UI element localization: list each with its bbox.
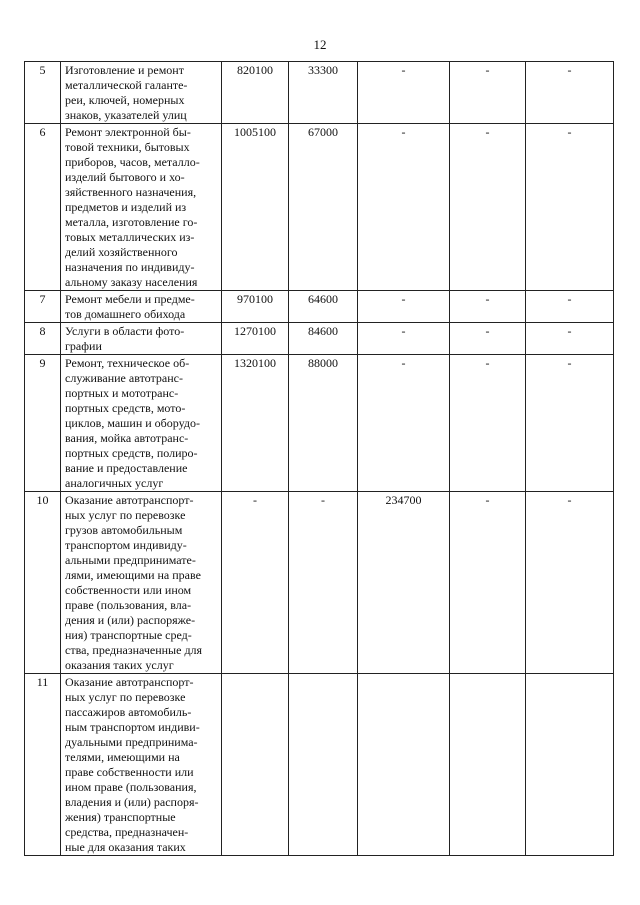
- service-name-cell: [61, 492, 222, 674]
- value-cell-1: 1005100: [222, 124, 289, 291]
- value-cell-3: 234700: [358, 492, 450, 674]
- service-name-cell: [61, 124, 222, 291]
- value-cell-4: -: [450, 355, 526, 492]
- service-name-line: металлической галанте-: [65, 78, 188, 92]
- service-name-line: альному заказу населения: [65, 275, 198, 289]
- tariff-table: [24, 61, 614, 856]
- service-name-line: предметов и изделий из: [65, 200, 187, 214]
- service-name-line: аналогичных услуг: [65, 476, 164, 490]
- table-row: [25, 124, 614, 291]
- row-number: 7: [25, 291, 61, 323]
- service-name-line: пассажиров автомобиль-: [65, 705, 192, 719]
- service-name-cell: [61, 674, 222, 856]
- service-name-line: товой техники, бытовых: [65, 140, 190, 154]
- service-name-line: ные для оказания таких: [65, 840, 186, 854]
- service-name-line: средства, предназначен-: [65, 825, 189, 839]
- value-cell-5: [526, 674, 614, 856]
- row-number: 5: [25, 62, 61, 124]
- value-cell-3: [358, 674, 450, 856]
- value-cell-5: -: [526, 492, 614, 674]
- value-cell-2: 84600: [289, 323, 358, 355]
- value-cell-3: -: [358, 62, 450, 124]
- row-number: 9: [25, 355, 61, 492]
- service-name-line: портных и мототранс-: [65, 386, 179, 400]
- service-name-line: Услуги в области фото-: [65, 324, 185, 338]
- service-name-line: Оказание автотранспорт-: [65, 493, 194, 507]
- service-name-line: вания, мойка автотранс-: [65, 431, 189, 445]
- service-name-line: собственности или ином: [65, 583, 192, 597]
- service-name-line: делий хозяйственного: [65, 245, 178, 259]
- value-cell-5: -: [526, 62, 614, 124]
- value-cell-5: -: [526, 323, 614, 355]
- service-name-line: ных услуг по перевозке: [65, 690, 186, 704]
- service-name-line: изделий бытового и хо-: [65, 170, 185, 184]
- service-name-line: портных средств, полиро-: [65, 446, 198, 460]
- service-name-line: телями, имеющими на: [65, 750, 180, 764]
- value-cell-3: -: [358, 291, 450, 323]
- service-name-line: жения) транспортные: [65, 810, 176, 824]
- service-name-line: приборов, часов, металло-: [65, 155, 200, 169]
- service-name-line: владения и (или) распоря-: [65, 795, 199, 809]
- value-cell-3: -: [358, 355, 450, 492]
- service-name-line: ства, предназначенные для: [65, 643, 203, 657]
- value-cell-4: [450, 674, 526, 856]
- service-name-line: назначения по индивиду-: [65, 260, 195, 274]
- service-name-line: ния) транспортные сред-: [65, 628, 192, 642]
- service-name-line: графии: [65, 339, 102, 353]
- service-name-line: Ремонт электронной бы-: [65, 125, 191, 139]
- service-name-line: металла, изготовление го-: [65, 215, 198, 229]
- value-cell-2: 33300: [289, 62, 358, 124]
- service-name-cell: [61, 62, 222, 124]
- service-name-cell: [61, 323, 222, 355]
- page-number: 12: [313, 37, 327, 52]
- service-name-line: ным транспортом индиви-: [65, 720, 200, 734]
- value-cell-2: [289, 674, 358, 856]
- service-name-cell: [61, 291, 222, 323]
- value-cell-4: -: [450, 323, 526, 355]
- value-cell-3: -: [358, 124, 450, 291]
- service-name-line: знаков, указателей улиц: [65, 108, 187, 122]
- row-number: 6: [25, 124, 61, 291]
- service-name-line: циклов, машин и оборудо-: [65, 416, 200, 430]
- table-row: [25, 291, 614, 323]
- value-cell-1: 1320100: [222, 355, 289, 492]
- service-name-line: реи, ключей, номерных: [65, 93, 185, 107]
- table-row: [25, 674, 614, 856]
- service-name-line: альными предпринимате-: [65, 553, 196, 567]
- table-row: [25, 62, 614, 124]
- service-name-line: портных средств, мото-: [65, 401, 186, 415]
- value-cell-5: -: [526, 291, 614, 323]
- value-cell-3: -: [358, 323, 450, 355]
- service-name-line: Изготовление и ремонт: [65, 63, 184, 77]
- service-name-line: Оказание автотранспорт-: [65, 675, 194, 689]
- table-row: [25, 492, 614, 674]
- value-cell-1: [222, 674, 289, 856]
- service-name-line: тов домашнего обихода: [65, 307, 186, 321]
- service-name-line: зяйственного назначения,: [65, 185, 197, 199]
- value-cell-1: -: [222, 492, 289, 674]
- service-name-line: ином праве (пользования,: [65, 780, 197, 794]
- table-row: [25, 323, 614, 355]
- value-cell-2: -: [289, 492, 358, 674]
- value-cell-4: -: [450, 492, 526, 674]
- service-name-line: ных услуг по перевозке: [65, 508, 186, 522]
- value-cell-4: -: [450, 124, 526, 291]
- service-name-line: служивание автотранс-: [65, 371, 183, 385]
- service-name-line: оказания таких услуг: [65, 658, 174, 672]
- value-cell-2: 64600: [289, 291, 358, 323]
- service-name-line: дения и (или) распоряже-: [65, 613, 196, 627]
- row-number: 8: [25, 323, 61, 355]
- service-name-line: транспортом индивиду-: [65, 538, 187, 552]
- value-cell-1: 970100: [222, 291, 289, 323]
- value-cell-1: 820100: [222, 62, 289, 124]
- service-name-cell: [61, 355, 222, 492]
- value-cell-4: -: [450, 62, 526, 124]
- value-cell-5: -: [526, 355, 614, 492]
- service-name-line: праве собственности или: [65, 765, 194, 779]
- service-name-line: грузов автомобильным: [65, 523, 183, 537]
- service-name-line: лями, имеющими на праве: [65, 568, 201, 582]
- service-name-line: товых металлических из-: [65, 230, 195, 244]
- value-cell-5: -: [526, 124, 614, 291]
- value-cell-4: -: [450, 291, 526, 323]
- value-cell-2: 88000: [289, 355, 358, 492]
- service-name-line: дуальными предпринима-: [65, 735, 198, 749]
- row-number: 10: [25, 492, 61, 674]
- service-name-line: Ремонт мебели и предме-: [65, 292, 195, 306]
- service-name-line: Ремонт, техническое об-: [65, 356, 190, 370]
- value-cell-2: 67000: [289, 124, 358, 291]
- service-name-line: праве (пользования, вла-: [65, 598, 192, 612]
- row-number: 11: [25, 674, 61, 856]
- value-cell-1: 1270100: [222, 323, 289, 355]
- table-row: [25, 355, 614, 492]
- service-name-line: вание и предоставление: [65, 461, 188, 475]
